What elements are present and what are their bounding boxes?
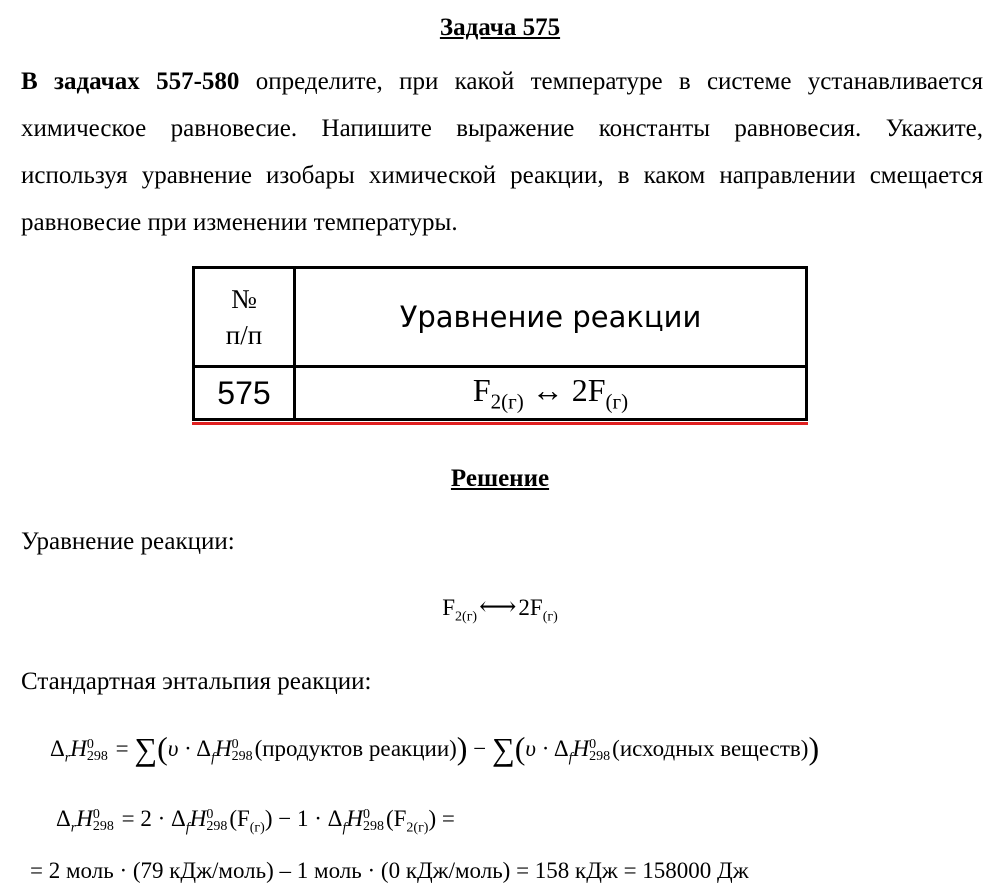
table-header-row: [194, 268, 807, 367]
task-intro-bold: В задачах 557-580: [21, 68, 240, 95]
task-description: [21, 58, 983, 246]
row-product: 2F: [571, 371, 606, 408]
row-arrow: ↔: [531, 371, 564, 408]
header-number-abbrev: п/п: [225, 320, 263, 350]
row-reactant-subscript: 2(г): [490, 389, 524, 414]
reaction-equation: [0, 592, 1000, 626]
row-number: 575: [217, 374, 271, 411]
eq-arrow: ⟷: [479, 592, 517, 621]
table-red-underline: [192, 422, 808, 425]
header-equation-cell: [295, 268, 807, 367]
row-equation: [472, 371, 629, 414]
row-reactant: F: [472, 371, 491, 408]
eq-product-subscript: (г): [542, 609, 558, 625]
solution-title: Решение: [450, 465, 550, 492]
eq-reactant: F: [442, 595, 456, 620]
header-number-symbol: №: [231, 284, 257, 314]
task-intro-text: определите, при какой температуре в системе устанавливается химическое равновесие. Напишите выражение константы равновесия. Укажите, используя уравнение изобары химической реакции, в каком направлении смещается равновесие при изменении температуры.: [21, 68, 983, 236]
header-number-cell: [194, 268, 295, 367]
enthalpy-general-formula: $\Delta_rH$ 0 298 = $\sum(\upsilon \cdot \Delta_fH$ 0 298 (продуктов реакции)) − $\sum(\upsilon \cdot \Delta_fH$ 0 298 (исходных веществ)): [50, 730, 820, 767]
enthalpy-specific-formula: $\Delta_rH$ 0 298 = $2 \cdot \Delta_fH$ 0 298 $(F_{(г)}) - 1 \cdot \Delta_fH$ 0 298 $(F_{2(г)})$ =: [56, 806, 455, 836]
row-equation-cell: [295, 367, 807, 420]
formula-reactants-text: (исходных веществ): [612, 736, 809, 761]
eq-product: 2F: [518, 595, 543, 620]
formula-products-text: (продуктов реакции): [254, 736, 457, 761]
table-row: [194, 367, 807, 420]
reaction-table: [192, 266, 808, 421]
reaction-equation-label: Уравнение реакции:: [21, 528, 235, 555]
row-product-subscript: (г): [605, 389, 629, 414]
task-title: Задача 575: [439, 14, 561, 41]
eq-reactant-subscript: 2(г): [455, 609, 478, 625]
header-equation-label: Уравнение реакции: [399, 300, 702, 334]
row-number-cell: [194, 367, 295, 420]
enthalpy-calculation: = 2 моль · (79 кДж/моль) – 1 моль · (0 кДж/моль) = 158 кДж = 158000 Дж: [30, 858, 749, 883]
enthalpy-label: Стандартная энтальпия реакции:: [21, 668, 372, 695]
